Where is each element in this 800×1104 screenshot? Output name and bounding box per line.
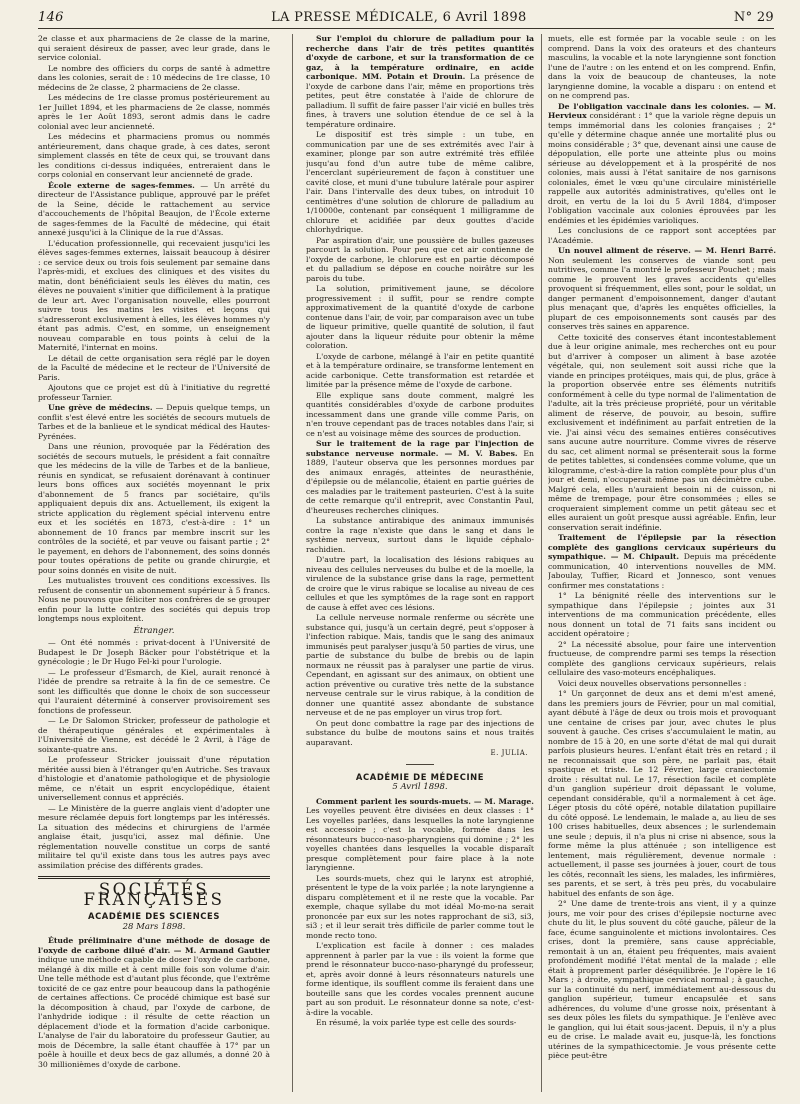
paragraph: D'autre part, la localisation des lésions rabiques au niveau des cellules nerveuses du bulbe et de la moelle, la virulence de la substance grise dans la rage, permettent de croire que le virus rabique se localise au niveau de ces cellules et que les symptômes de la rage sont en rapport de cause à effet avec ces lésions.	[306, 555, 534, 612]
communication	[548, 533, 776, 590]
item-lead: Sur le traitement de la rage par l'injection de substance nerveuse normale. — M. V. Babes.	[306, 439, 534, 458]
paragraph: — Le professeur d'Esmarch, de Kiel, aurait renoncé à l'idée de prendre sa retraite à la fin de ce semestre. Ce sont les difficultés que donne le choix de son successeur qui l'auraient déterminé à conserver provisoirement ses fonctions de professeur.	[38, 667, 270, 715]
paragraph: La solution, primitivement jaune, se décolore progressivement : il suffit, pour se rendre compte approximativement de la quantité d'oxyde de carbone contenue dans l'air, de voir, par comparaison avec un tube de liqueur primitive, quelle quantité de solution, il faut ajouter dans la liqueur réduite pour obtenir la même coloration.	[306, 284, 534, 350]
paragraph: Cette toxicité des conserves étant incontestablement due à leur origine animale, mes recherches ont eu pour but d'arriver à composer un aliment à base azotée végétale, qui, non seulement soit aussi riche que la viande en principes protéiques, mais qui, de plus, grâce à la proportion observée entre ses éléments nutritifs conformément à celle du type normal de l'alimentation de l'adulte, ait la très précieuse propriété, pour un véritable aliment de réserve, de pouvoir, au besoin, suffire exclusivement et indéfiniment au parfait entretien de la vie. J'ai ainsi vécu des semaines entières consécutives sans aucune autre nourriture. Comme vivres de réserve du sac, cet aliment normal se présenterait sous la forme de petites tablettes, si condensées comme volume, que un kilogramme, c'est-à-dire la ration complète pour plus d'un jour et demi, n'occuperait même pas un décimètre cube. Malgré cela, elles n'auraient besoin ni de cuisson, ni même de trempage, pour être consommées ; elles se croqueraient simplement comme un petit gâteau sec et elles auraient un goût presque aussi agréable. Enfin, leur conservation serait indéfinie.	[548, 332, 776, 532]
item-text: Depuis quelque temps, un conflit s'est élevé entre les sociétés de secours mutuels de Tarbes et de la banlieue et le syndicat médical des Hautes-Pyrénées.	[38, 403, 270, 441]
communication	[306, 439, 534, 515]
item-text: Depuis ma précédente communication, 40 interventions nouvelles de MM. Jaboulay, Tuffier, Ricard et Jonnesco, sont venues confirmer mes constatations :	[548, 552, 776, 590]
paragraph: L'oxyde de carbone, mélangé à l'air en petite quantité et à la température ordinaire, se transforme lentement en acide carbonique. Cette transformation est retardée et limitée par la présence même de l'oxyde de carbone.	[306, 351, 534, 389]
item-text: En 1889, l'auteur observa que les personnes mordues par des animaux enragés, atteintes de neurasthénie, d'épilepsie ou de mélancolie, étaient en partie guéries de ces maladies par le traitement pasteurien. C'est à la suite de cette remarque qu'il entreprit, avec Constantin Paul, d'heureuses recherches cliniques.	[306, 448, 534, 515]
author-signature: E. JULIA.	[490, 749, 528, 757]
item-text: Les voyelles peuvent être divisées en deux classes : 1° Les voyelles parlées, dans lesquelles la note laryngienne est accessoire ; c'est la vocable, formée dans les résonnateurs bucco-naso-pharyngiens qui domine ; 2° les voyelles chantées dans lesquelles la vocable disparaît presque complètement pour faire place à la note laryngienne.	[306, 806, 534, 872]
paragraph: L'éducation professionnelle, qui recevaient jusqu'ici les élèves sages-femmes externes, laissait beaucoup à désirer : ce service deux ou trois fois seulement par semaine dans l'après-midi, et exclues des cliniques et des visites du matin, dont bénéficiaient seuls les élèves du matin, ces élèves ne pouvaient s'initier que difficilement à la pratique de leur art. Avec l'organisation nouvelle, elles pourront suivre tous les matins les visites et leçons qui s'adresseront exclusivement à elles, les élèves hommes n'y étant pas admis. C'est, en somme, un enseignement nouveau comparable en tous points à celui de la Maternité, l'internat en moins.	[38, 238, 270, 352]
paragraph: Le dispositif est très simple : un tube, en communication par une de ses extrémités avec l'air à examiner, plonge par son autre extrémité très effilée jusqu'au fond d'un autre tube de même calibre, l'encerclant supérieurement de façon à constituer une cavité close, et muni d'une tubulure latérale pour aspirer l'air. Dans l'intervalle des deux tubes, on introduit 10 centimètres d'une solution de chlorure de palladium au 1/10000e, contenant par conséquent 1 milligramme de chlorure et acidifiée par deux gouttes d'acide chlorhydrique.	[306, 130, 534, 234]
communication	[306, 797, 534, 873]
item-lead: Une grève de médecins.	[48, 403, 153, 412]
paragraph: 2° Une dame de trente-trois ans vient, il y a quinze jours, me voir pour des crises d'épilepsie nocturne avec chute du lit, le plus souvent du côté gauche, pâleur de la face, écume sanguinolente et mictions involontaires. Ces crises, dont la première, sans cause appréciable, remontait à un an, étaient peu fréquentes, mais avaient profondément modifié l'état mental de la malade ; elle était à proprement parler déséquilibrée. Je l'opère le 16 Mars ; à droite, sympathique cervical normal ; à gauche, sur la continuité du nerf, immédiatement au-dessous du ganglion supérieur, tumeur encapsulée et sans adhérences, du volume d'une grosse noix, présentant à ses deux pôles les filets du sympathique. Je l'enlève avec le ganglion, qui lui était sous-jacent. Depuis, il n'y a plus eu de crise. Le malade avait eu, jusque-là, les fonctions utérines de la sympathicectomie. Je vous présente cette pièce peut-être	[548, 899, 776, 1060]
paragraph: Elle explique sans doute comment, malgré les quantités considérables d'oxyde de carbone produites incessamment dans une grande ville comme Paris, on n'en trouve cependant pas de traces notables dans l'air, si ce n'est au voisinage même des sources de production.	[306, 390, 534, 438]
paragraph: 1° Un garçonnet de deux ans et demi m'est amené, dans les premiers jours de Février, pour un mal comitial, ayant débuté à l'âge de deux ou trois mois et provoquant une centaine de crises par jour, avec chutes le plus souvent à gauche. Ces crises s'accumulaient le matin, au nombre de 15 à 20, en une sorte d'état de mal qui durait parfois plusieurs heures. L'enfant était très en retard ; il ne reconnaissait que son père, ne parlait pas, était spastique et triste. Le 12 Février, large craniectomie droite : résultat nul. Le 17, résection facile et complète d'un ganglion supérieur droit dépassant le volume, cependant considérable, qu'il a normalement à cet âge. Léger ptosis du côté opéré, notable dilatation pupillaire du côté opposé. Le lendemain, le malade a, au lieu de ses 100 crises habituelles, deux absences ; le surlendemain une seule ; depuis, il n'a plus ni crise ni absence, sous la forme même la plus atténuée ; son intelligence est lentement, mais régulièrement, devenue normale : actuellement, il passe ses journées à jouer, court de tous les côtés, reconnaît les siens, les malades, les infirmières, ses parents, et se sert, à très peu près, du vocabulaire habituel des enfants de son âge.	[548, 689, 776, 898]
paragraph: Les mutualistes trouvent ces conditions excessives. Ils refusent de consentir un abonnement supérieur à 5 francs. Nous ne pouvons que féliciter nos confrères de se grouper enfin pour la lutte contre des sociétés qui depuis trop longtemps nous exploitent.	[38, 576, 270, 623]
column-1	[38, 34, 270, 1094]
column-rule	[541, 34, 542, 1092]
paragraph: Par aspiration d'air, une poussière de bulles gazeuses parcourt la solution. Pour peu que cet air contienne de l'oxyde de carbone, le chlorure est en partie décomposé et du palladium se dépose en couche noirâtre sur les parois du tube.	[306, 235, 534, 283]
item-lead: Sur l'emploi du chlorure de palladium pour la recherche dans l'air de très petites quantités d'oxyde de carbone, et sur la transformation de ce gaz, à la température ordinaire, en acide carbonique. MM. Potain et Drouin.	[306, 34, 534, 81]
column-3	[548, 34, 776, 1094]
communication	[548, 102, 776, 226]
session-date: 28 Mars 1898.	[122, 921, 186, 932]
academy-heading: ACADÉMIE DES SCIENCES	[87, 911, 220, 921]
communication	[548, 246, 776, 332]
paragraph: Les conclusions de ce rapport sont acceptées par l'Académie.	[548, 226, 776, 245]
column-2	[306, 34, 534, 1094]
item-lead: Traitement de l'épilepsie par la résection complète des ganglions cervicaux supérieurs du sympathique. — M. Chipault.	[548, 533, 776, 561]
paragraph: On peut donc combattre la rage par des injections de substance du bulbe de moutons sains et nous traités auparavant.	[306, 718, 534, 747]
paragraph: Les médecins et pharmaciens promus ou nommés antérieurement, dans chaque grade, à ces dates, seront simplement classés en tête de ceux qui, se trouvant dans les conditions ci-dessus indiquées, entreraient dans le corps colonial en conservant leur ancienneté de grade.	[38, 132, 270, 179]
item-lead: Étude préliminaire d'une méthode de dosage de l'oxyde de carbone dilué d'air. — M. Armand Gautier	[38, 936, 270, 955]
paragraph: Le détail de cette organisation sera réglé par le doyen de la Faculté de médecine et le recteur de l'Université de Paris.	[38, 353, 270, 382]
item-text: Un arrêté du directeur de l'Assistance publique, approuvé par le préfet de la Seine, décide le rattachement au service d'accouchements de l'hôpital Beaujon, de l'École externe de sages-femmes de la Faculté de médecine, qui était annexé jusqu'ici à la Clinique de la rue d'Assas.	[38, 180, 270, 237]
session-date: 5 Avril 1898.	[392, 782, 448, 792]
communication	[38, 936, 270, 1069]
item-lead: Comment parlent les sourds-muets. — M. Marage.	[316, 796, 534, 806]
section-subheading: Étranger.	[133, 625, 175, 636]
item-lead: École externe de sages-femmes.	[48, 180, 195, 190]
paragraph: Ajoutons que ce projet est dû à l'initiative du regretté professeur Tarnier.	[38, 383, 270, 402]
item-text: Non seulement les conserves de viande sont peu nutritives, comme l'a montré le professeur Pouchet ; mais comme le prouvent les graves accidents qu'elles provoquent si fréquemment, elles sont, pour le soldat, un danger permanent d'empoisonnement, danger d'autant plus menaçant que, d'après les enquêtes officielles, la plupart de ces empoisonnements sont causés par des conserves très saines en apparence.	[548, 255, 776, 331]
paragraph: Voici deux nouvelles observations personnelles :	[558, 678, 747, 688]
issue-number: N° 29	[733, 9, 774, 25]
item-text: La présence de l'oxyde de carbone dans l'air, même en proportions très petites, peut être constatée à l'aide de chlorure de palladium. Il suffit de faire passer l'air vicié en bulles très fines, à travers une solution étendue de ce sel à la température ordinaire.	[306, 72, 534, 129]
item-lead: De l'obligation vaccinale dans les colonies. — M. Hervieux	[548, 101, 776, 120]
column-rule	[292, 34, 293, 1092]
paragraph: — Le Ministère de la guerre anglais vient d'adopter une mesure réclamée depuis fort longtemps par les intéressés. La situation des médecins et chirurgiens de l'armée anglaise était, jusqu'ici, assez mal définie. Une réglementation nouvelle constitue un corps de santé militaire tel qu'il existe dans tous les autres pays avec assimilation précise des différents grades.	[38, 803, 270, 870]
paragraph: muets, elle est formée par la vocable seule : on les comprend. Dans la voix des orateurs et des chanteurs masculins, la vocable et la note laryngienne sont fonction l'une de l'autre : on les entend et on les comprend. Enfin, dans la voix de beaucoup de chanteuses, la note laryngienne domine, la vocable a disparu : on entend et on ne comprend pas.	[548, 34, 776, 100]
paragraph: 2° La nécessité absolue, pour faire une intervention fructueuse, de comprendre parmi ses temps la résection complète des ganglions cervicaux supérieurs, relais cellulaire des vaso-moteurs encéphaliques.	[548, 639, 776, 677]
paragraph: Le nombre des officiers du corps de santé à admettre dans les colonies, serait de : 10 médecins de 1re classe, 10 médecins de 2e classe, 2 pharmaciens de 2e classe.	[38, 63, 270, 92]
academy-heading: ACADÉMIE DE MÉDECINE	[355, 771, 485, 782]
item-text: indique une méthode capable de doser l'oxyde de carbone, mélangé à dix mille et à cent mille fois son volume d'air. Une telle méthode est d'autant plus féconde, que l'extrême toxicité de ce gaz entre pour beaucoup dans la pathogénie de certaines affections. Ce procédé chimique est basé sur la décomposition à chaud, par l'oxyde de carbone, de l'anhydride iodique : il résulte de cette réaction un déplacement d'iode et la formation d'acide carbonique. L'analyse de l'air du laboratoire du professeur Gautier, au mois de Décembre, la salle étant chauffée à 17° par un poêle à houille et deux becs de gaz allumés, a donné 20 à 30 millionièmes d'oxyde de carbone.	[38, 955, 270, 1069]
page-number: 146	[38, 9, 64, 25]
journal-title: LA PRESSE MÉDICALE, 6 Avril 1898	[271, 9, 527, 25]
paragraph: — Ont été nommés : privat-docent à l'Université de Budapest le Dr Joseph Bäcker pour l'obstétrique et la gynécologie ; le Dr Hugo Fel-ki pour l'urologie.	[38, 638, 270, 666]
paragraph: La substance antirabique des animaux immunisés contre la rage n'existe que dans le sang et dans le système nerveux, surtout dans le liquide céphalo-rachidien.	[306, 516, 534, 554]
paragraph: Dans une réunion, provoquée par la Fédération des sociétés de secours mutuels, le président a fait connaître que les médecins de la ville de Tarbes et de la banlieue, réunis en syndicat, se refusaient dorénavant à continuer leurs bons offices aux sociétés moyennant le prix d'abonnement de 5 francs par sociétaire, qu'ils appliquaient depuis dix ans. Actuellement, ils exigent la stricte application du règlement spécial intervenu entre eux et les sociétés en 1873, c'est-à-dire : 1° un abonnement de 10 francs par membre inscrit sur les contrôles de la société, et par veuve ou faisant partie ; 2° le payement, en dehors de l'abonnement, des soins donnés pour toutes opérations de petite ou grande chirurgie, et pour soins donnés en visite de nuit.	[38, 442, 270, 575]
paragraph: L'explication est facile à donner : ces malades apprennent à parler par la vue : ils voient la forme que prend le résonnateur bucco-naso-pharyngé du professeur, et, après avoir donné à leurs résonnateurs naturels une forme identique, ils soufflent comme ils feraient dans une bouteille sans que les cordes vocales prennent aucune part au son produit. Le résonnateur donne sa note, c'est-à-dire la vocable.	[306, 941, 534, 1017]
paragraph: 2e classe et aux pharmaciens de 2e classe de la marine, qui seraient désireux de passer, avec leur grade, dans le service colonial.	[38, 34, 270, 62]
paragraph: Le professeur Stricker jouissait d'une réputation méritée aussi bien à l'étranger qu'en Autriche. Ses travaux d'histologie et d'anatomie pathologique et de physiologie même, ce n'était un esprit encyclopédique, étaient universellement connus et appréciés.	[38, 755, 270, 802]
communication	[306, 34, 534, 129]
paragraph: En résumé, la voix parlée type est celle des sourds-	[316, 1018, 517, 1027]
paragraph: — Le Dr Salomon Stricker, professeur de pathologie et de thérapeutique générales et expérimentales à l'Université de Vienne, est décédé le 2 Avril, à l'âge de soixante-quatre ans.	[38, 716, 270, 754]
paragraph: La cellule nerveuse normale renferme ou sécrète une substance qui, jusqu'à un certain degré, peut s'opposer à l'infection rabique. Mais, tandis que le sang des animaux immunisés peut paralyser jusqu'à 50 parties de virus, une partie de substance du bulbe de brebis ou de lapin normaux ne réussit pas à paralyser une partie de virus. Cependant, en agissant sur des animaux, on obtient une action préventive ou curative très nette de la substance nerveuse centrale sur le virus rabique, à la condition de donner une quantité assez abondante de substance nerveuse et de ne pas employer un virus trop fort.	[306, 613, 534, 717]
item-text: considérant : 1° que la variole règne depuis un temps immémorial dans les colonies françaises ; 2° qu'elle y détermine chaque année une mortalité plus ou moins considérable ; 3° que, devenant ainsi une cause de dépopulation, elle porte une atteinte plus ou moins sérieuse au développement et à la prospérité de nos colonies, mais aussi à l'état sanitaire de nos garnisons coloniales, émet le vœu qu'une circulaire ministérielle rappelle aux autorités administratives, qu'elles ont le droit, en vertu de la loi du 5 Avril 1884, d'imposer l'obligation vaccinale aux colonies éprouvées par les endémies et les épidémies varioliques.	[548, 111, 776, 225]
paragraph: Les sourds-muets, chez qui le larynx est atrophié, présentent le type de la voix parlée ; la note laryngienne a disparu complètement et il ne reste que la vocable. Par exemple, chaque syllabe du mot idéal Mo-mo-na serait prononcée par eux sur les notes rapprochant de si3, si3, si3 ; et il leur serait très difficile de parler comme tout le monde recto tono.	[306, 873, 534, 940]
item-lead: Un nouvel aliment de réserve. — M. Henri Barré.	[558, 246, 776, 255]
paragraph: 1° La bénignité réelle des interventions sur le sympathique dans l'épilepsie ; jointes aux 31 interventions de ma communication précédente, elles nous donnent un total de 71 faits sans incident ou accident opératoire ;	[548, 591, 776, 638]
section-title: SOCIÉTÉS FRANÇAISES	[38, 876, 270, 908]
separator-rule	[406, 764, 434, 765]
paragraph: Les médecins de 1re classe promus postérieurement au 1er Juillet 1894, et les pharmaciens de 2e classe, nommés après le 1er Août 1893, seront admis dans le cadre colonial avec leur ancienneté.	[38, 93, 270, 131]
page-header	[38, 6, 774, 29]
news-item: Une grève de médecins. — Depuis quelque temps, un conflit s'est élevé entre les sociétés de secours mutuels de Tarbes et de la banlieue et le syndicat médical des Hautes-Pyrénées.	[38, 403, 270, 441]
news-item: École externe de sages-femmes. — Un arrêté du directeur de l'Assistance publique, approuvé par le préfet de la Seine, décide le rattachement au service d'accouchements de l'hôpital Beaujon, de l'École externe de sages-femmes de la Faculté de médecine, qui était annexé jusqu'ici à la Clinique de la rue d'Assas.	[38, 180, 270, 237]
